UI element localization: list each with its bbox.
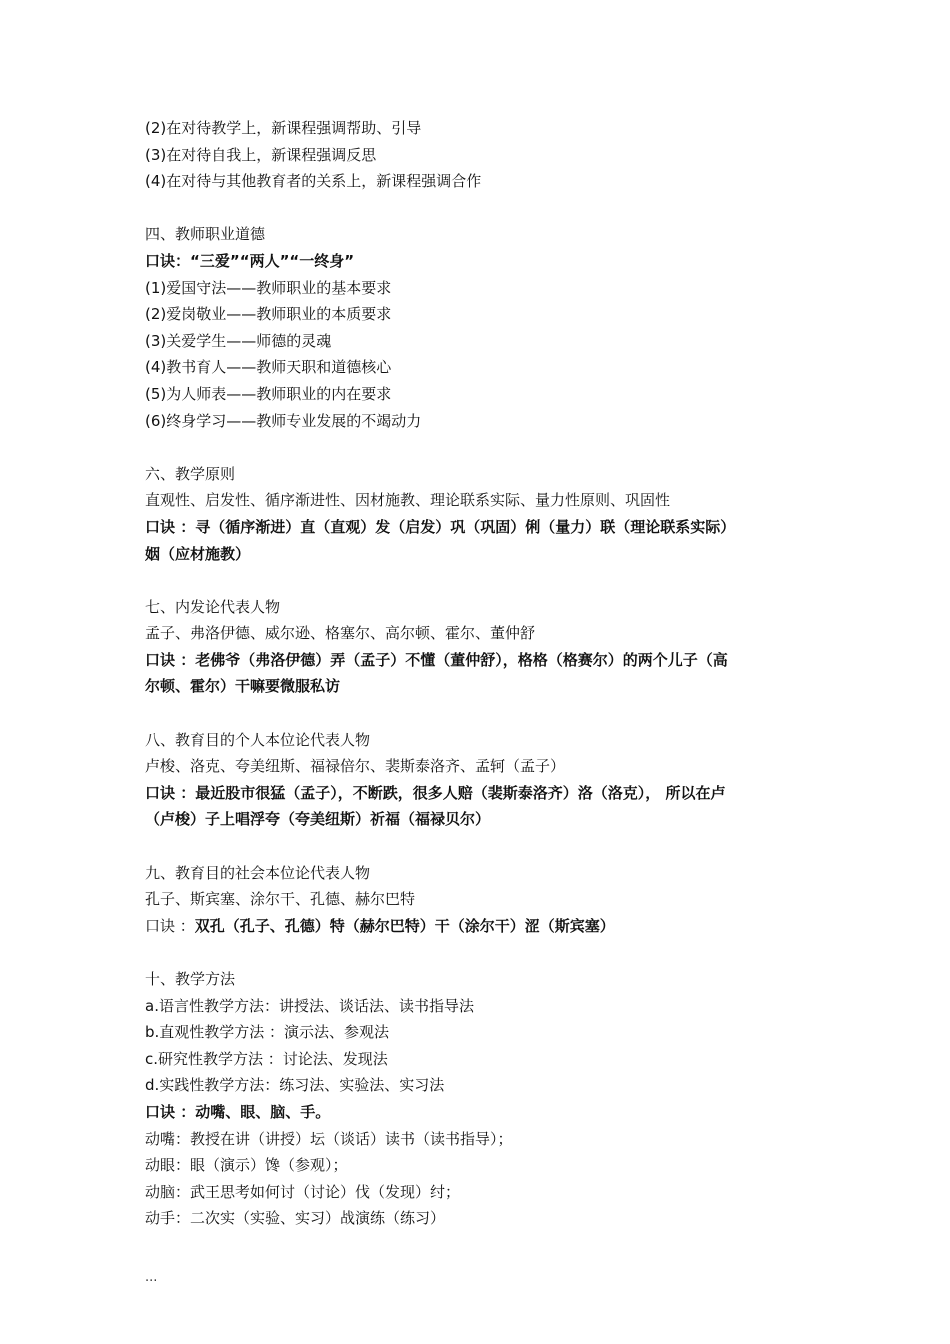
page-footer-ellipsis: ... (145, 1270, 158, 1285)
s4-item-1: (1)爱国守法——教师职业的基本要求 (145, 278, 392, 297)
s10-method-b: b.直观性教学方法 ：演示法、参观法 (145, 1023, 390, 1042)
s4-item-4: (4)教书育人——教师天职和道德核心 (145, 358, 392, 377)
s7-heading: 七、内发论代表人物 (145, 597, 281, 616)
s7-content: 孟子、弗洛伊德、威尔逊、格塞尔、高尔顿、霍尔、董仲舒 (145, 624, 536, 643)
s4-item-5: (5)为人师表——教师职业的内在要求 (145, 384, 392, 403)
s3-item-2: (2)在对待教学上，新课程强调帮助、引导 (145, 119, 422, 137)
s10-detail-hand: 动手：二次实（实验、实习）战演练（练习） (145, 1209, 446, 1228)
s6-heading: 六、教学原则 (145, 464, 236, 483)
s10-detail-brain: 动脑：武王思考如何讨（讨论）伐（发现）纣； (145, 1182, 461, 1201)
s4-mnemonic: 口诀：“三爱”“两人”“一终身” (145, 251, 355, 270)
s9-heading: 九、教育目的社会本位论代表人物 (145, 863, 371, 882)
s8-heading: 八、教育目的个人本位论代表人物 (145, 730, 371, 749)
s4-item-2: (2)爱岗敬业——教师职业的本质要求 (145, 305, 392, 324)
s10-detail-mouth: 动嘴：教授在讲（讲授）坛（谈话）读书（读书指导）； (145, 1129, 513, 1148)
s3-item-4: (4)在对待与其他教育者的关系上，新课程强调合作 (145, 172, 482, 191)
s10-method-a: a.语言性教学方法：讲授法、谈话法、读书指导法 (145, 996, 474, 1015)
document-page (145, 115, 835, 1232)
s6-mnemonic-2: 姻（应材施教） (145, 544, 251, 563)
s10-method-c: c.研究性教学方法 ：讨论法、发现法 (145, 1049, 388, 1068)
s10-method-d: d.实践性教学方法：练习法、实验法、实习法 (145, 1076, 445, 1095)
s4-item-6: (6)终身学习——教师专业发展的不竭动力 (145, 411, 422, 430)
s6-mnemonic-1: 口诀 ：寻（循序渐进）直（直观）发（启发）巩（巩固）俐（量力）联（理论联系实际） (145, 517, 736, 536)
s7-mnemonic-1: 口诀 ：老佛爷（弗洛伊德）弄（孟子）不懂（董仲舒），格格（格赛尔）的两个儿子（高 (145, 650, 728, 669)
s8-mnemonic-2: （卢梭）子上唱浮夸（夸美纽斯）祈福（福禄贝尔） (145, 810, 491, 829)
s10-detail-eye: 动眼：眼（演示）馋（参观）； (145, 1156, 348, 1175)
s4-item-3: (3)关爱学生——师德的灵魂 (145, 331, 332, 350)
s9-mnemonic-label: 口诀 ： (145, 916, 195, 935)
s9-mnemonic (145, 913, 835, 940)
s3-item-3: (3)在对待自我上，新课程强调反思 (145, 145, 377, 164)
s9-mnemonic-text: 双孔（孔子、孔德）特（赫尔巴特）干（涂尔干）涩（斯宾塞） (194, 916, 615, 935)
s9-content: 孔子、斯宾塞、涂尔干、孔德、赫尔巴特 (145, 890, 416, 909)
s10-heading: 十、教学方法 (145, 970, 236, 988)
s8-content: 卢梭、洛克、夸美纽斯、福禄倍尔、裴斯泰洛齐、孟轲（孟子） (145, 757, 566, 776)
s10-mnemonic: 口诀 ：动嘴、眼、脑、手。 (145, 1102, 331, 1121)
s4-heading: 四、教师职业道德 (145, 225, 266, 244)
s8-mnemonic-1: 口诀 ：最近股市很猛（孟子），不断跌，很多人赔（裴斯泰洛齐）洛（洛克）， 所以在卢 (145, 783, 726, 802)
s6-content: 直观性、启发性、循序渐进性、因材施教、理论联系实际、量力性原则、巩固性 (145, 491, 671, 510)
s7-mnemonic-2: 尔顿、霍尔）干嘛要微服私访 (145, 677, 341, 696)
